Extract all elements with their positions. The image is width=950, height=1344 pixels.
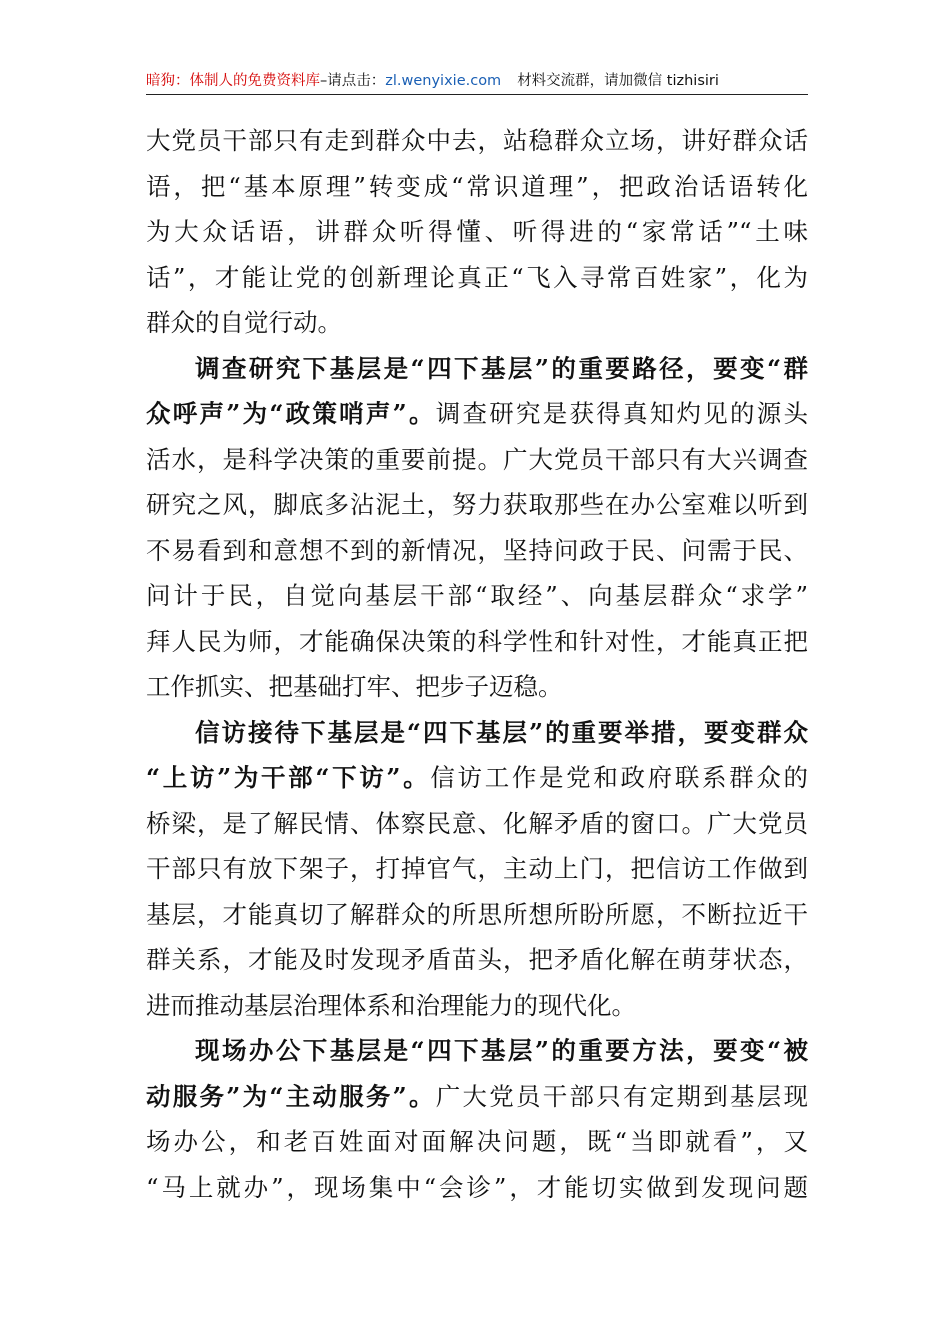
text-line: 语，把“基本原理”转变成“常识道理”，把政治话语转化 — [146, 171, 808, 201]
article-body — [146, 118, 808, 1210]
text-line: 桥梁，是了解民情、体察民意、化解矛盾的窗口。广大党员 — [146, 808, 808, 838]
text-line: 为大众话语，讲群众听得懂、听得进的“家常话”“土味 — [146, 217, 808, 246]
paragraph-2 — [146, 346, 808, 710]
text-line — [146, 391, 808, 437]
paragraph-heading: 调查研究下基层是“四下基层”的重要路径，要变“群 — [195, 353, 808, 383]
text-line: 群众的自觉行动。 — [146, 308, 342, 337]
text-fragment: 广大党员干部只有定期到基层现 — [435, 1081, 808, 1111]
text-line: 话”，才能让党的创新理论真正“飞入寻常百姓家”，化为 — [146, 262, 808, 292]
text-fragment: 信访工作是党和政府联系群众的 — [430, 763, 809, 792]
text-line: 研究之风，脚底多沾泥土，努力获取那些在办公室难以听到 — [146, 490, 808, 519]
text-line — [146, 1074, 808, 1120]
text-line: 场办公，和老百姓面对面解决问题，既“当即就看”，又 — [146, 1127, 808, 1156]
text-line — [146, 755, 808, 801]
text-line: 问计于民，自觉向基层干部“取经”、向基层群众“求学” — [146, 581, 808, 610]
heading-tail: “上访”为干部“下访”。 — [146, 763, 431, 792]
text-line: 群关系，才能及时发现矛盾苗头，把矛盾化解在萌芽状态， — [146, 945, 808, 974]
paragraph-heading: 现场办公下基层是“四下基层”的重要方法，要变“被 — [195, 1036, 808, 1065]
site-link[interactable]: zl.wenyixie.com — [385, 73, 502, 89]
text-fragment: 调查研究是获得真知灼见的源头 — [435, 399, 808, 428]
paragraph-4 — [146, 1028, 808, 1210]
group-note: 材料交流群，请加微信 tizhisiri — [517, 73, 719, 89]
paragraph-3 — [146, 710, 808, 1029]
text-line: 活水，是科学决策的重要前提。广大党员干部只有大兴调查 — [146, 444, 808, 474]
text-line: 工作抓实、把基础打牢、把步子迈稳。 — [146, 672, 563, 701]
page-header-banner — [146, 68, 808, 95]
brand-text: 暗狗：体制人的免费资料库 — [146, 73, 320, 89]
click-prompt: –请点击： — [320, 73, 386, 89]
text-line: 基层，才能真切了解群众的所思所想所盼所愿，不断拉近干 — [146, 899, 808, 929]
text-line: “马上就办”，现场集中“会诊”，才能切实做到发现问题 — [146, 1172, 808, 1202]
text-line: 进而推动基层治理体系和治理能力的现代化。 — [146, 990, 636, 1020]
heading-tail: 动服务”为“主动服务”。 — [146, 1081, 436, 1111]
text-line: 干部只有放下架子，打掉官气，主动上门，把信访工作做到 — [146, 854, 808, 883]
paragraph-1 — [146, 118, 808, 346]
text-line: 拜人民为师，才能确保决策的科学性和针对性，才能真正把 — [146, 626, 808, 656]
text-line: 不易看到和意想不到的新情况，坚持问政于民、问需于民、 — [146, 535, 808, 565]
paragraph-heading: 信访接待下基层是“四下基层”的重要举措，要变群众 — [195, 717, 808, 747]
text-line: 大党员干部只有走到群众中去，站稳群众立场，讲好群众话 — [146, 126, 808, 155]
heading-tail: 众呼声”为“政策哨声”。 — [146, 399, 436, 428]
